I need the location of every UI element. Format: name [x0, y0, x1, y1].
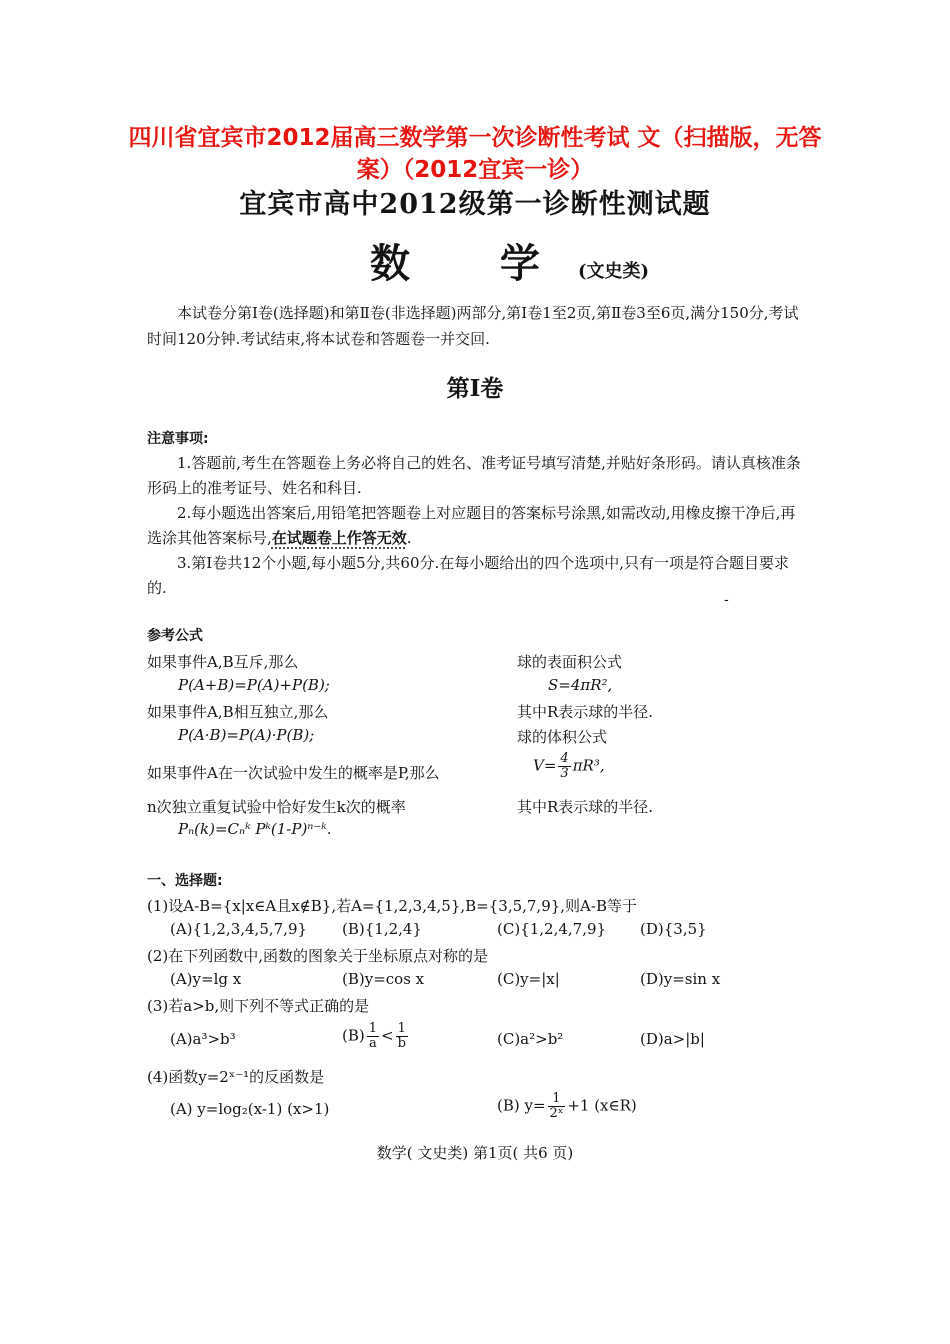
- q1-option-b: (B){1,2,4}: [342, 920, 422, 938]
- formula-l6: n次独立重复试验中恰好发生k次的概率: [147, 798, 406, 816]
- q3-option-a: (A)a³>b³: [170, 1030, 236, 1048]
- question-2: (2)在下列函数中,函数的图象关于坐标原点对称的是: [147, 947, 489, 965]
- fraction-numerator: 1: [548, 1092, 566, 1107]
- q4-option-a: (A) y=log₂(x-1) (x>1): [170, 1100, 330, 1118]
- question-1: (1)设A-B={x|x∈A且x∉B},若A={1,2,3,4,5},B={3,5,7,9},则A-B等于: [147, 897, 637, 915]
- q4-option-b-rest: +1 (x∈R): [567, 1096, 637, 1115]
- subject-type: (文史类): [577, 261, 649, 282]
- notes-title: 注意事项:: [147, 431, 209, 447]
- fraction-numerator: 1: [368, 1021, 378, 1036]
- q3-option-b-operator: <: [381, 1026, 394, 1045]
- note-2: [147, 501, 802, 551]
- q3-option-b: [342, 1022, 410, 1051]
- formula-r6: 其中R表示球的半径.: [517, 798, 654, 816]
- q1-option-a: (A){1,2,3,4,5,7,9}: [170, 920, 308, 938]
- q3-option-c: (C)a²>b²: [497, 1030, 564, 1048]
- note-2-text: 2.每小题选出答案后,用铅笔把答题卷上对应题目的答案标号涂黑,如需改动,用橡皮擦干净后,再选涂其他答案标号,: [147, 504, 796, 547]
- intro-paragraph: 本试卷分第Ⅰ卷(选择题)和第Ⅱ卷(非选择题)两部分,第Ⅰ卷1至2页,第Ⅱ卷3至6页,满分150分,考试时间120分钟.考试结束,将本试卷和答题卷一并交回.: [147, 304, 799, 348]
- fraction-denominator: a: [368, 1036, 377, 1051]
- page-footer: 数学( 文史类) 第1页( 共6 页): [376, 1144, 574, 1162]
- subject-name: 数 学: [370, 240, 578, 287]
- formula-r1: 球的表面积公式: [517, 653, 623, 671]
- q1-option-d: (D){3,5}: [640, 920, 707, 938]
- fraction-denominator: 2ˣ: [549, 1106, 564, 1121]
- question-4: (4)函数y=2ˣ⁻¹的反函数是: [147, 1068, 325, 1086]
- formula-l7: Pₙ(k)=Cₙᵏ Pᵏ(1-P)ⁿ⁻ᵏ.: [178, 820, 332, 838]
- q1-option-c: (C){1,2,4,7,9}: [497, 920, 607, 938]
- fraction-numerator: 4: [560, 751, 569, 766]
- fraction: [367, 1022, 379, 1051]
- q3-option-b-label: (B): [342, 1026, 365, 1045]
- question-3: (3)若a>b,则下列不等式正确的是: [147, 997, 370, 1015]
- q3-option-d: (D)a>|b|: [640, 1030, 705, 1048]
- fraction-denominator: b: [397, 1036, 406, 1051]
- q2-option-d: (D)y=sin x: [640, 970, 721, 988]
- formula-r3: 其中R表示球的半径.: [517, 703, 654, 721]
- q2-option-b: (B)y=cos x: [342, 970, 425, 988]
- formula-r5-pre: V=: [533, 756, 557, 775]
- fraction-denominator: 3: [560, 766, 569, 781]
- formula-l1: 如果事件A,B互斥,那么: [147, 653, 299, 671]
- exam-title: 宜宾市高中2012级第一诊断性测试题: [239, 189, 711, 220]
- scan-mark: -: [724, 592, 729, 608]
- formula-r5-post: πR³,: [572, 756, 605, 775]
- formula-r5: [533, 752, 605, 781]
- subject-title: [370, 232, 649, 289]
- formula-r4: 球的体积公式: [517, 728, 608, 746]
- formula-l4: P(A·B)=P(A)·P(B);: [178, 726, 315, 744]
- fraction: [558, 752, 570, 781]
- fraction: [396, 1022, 408, 1051]
- note-1: 1.答题前,考生在答题卷上务必将自己的姓名、准考证号填写清楚,并贴好条形码。请认真核准条形码上的准考证号、姓名和科目.: [147, 454, 801, 497]
- q2-option-a: (A)y=lg x: [170, 970, 242, 988]
- q2-option-c: (C)y=|x|: [497, 970, 560, 988]
- formula-l2: P(A+B)=P(A)+P(B);: [178, 676, 330, 694]
- fraction-numerator: 1: [396, 1022, 408, 1037]
- note-2-emphasis: 在试题卷上作答无效: [271, 529, 407, 547]
- section-title: 一、选择题:: [147, 873, 223, 889]
- part-title: 第Ⅰ卷: [446, 375, 504, 402]
- formula-l5: 如果事件A在一次试验中发生的概率是P,那么: [147, 764, 440, 782]
- q4-option-b-label: (B) y=: [497, 1096, 546, 1115]
- document-heading: 四川省宜宾市2012届高三数学第一次诊断性考试 文（扫描版，无答案）（2012宜宾一诊）: [128, 125, 822, 183]
- q4-option-b: [497, 1092, 637, 1121]
- note-3: 3.第Ⅰ卷共12个小题,每小题5分,共60分.在每小题给出的四个选项中,只有一项是符合题目要求的.: [147, 554, 790, 597]
- fraction: [548, 1092, 566, 1121]
- formula-l3: 如果事件A,B相互独立,那么: [147, 703, 329, 721]
- note-2-end: .: [406, 529, 412, 547]
- formula-title: 参考公式: [147, 628, 203, 644]
- formula-r2: S=4πR²,: [548, 676, 613, 694]
